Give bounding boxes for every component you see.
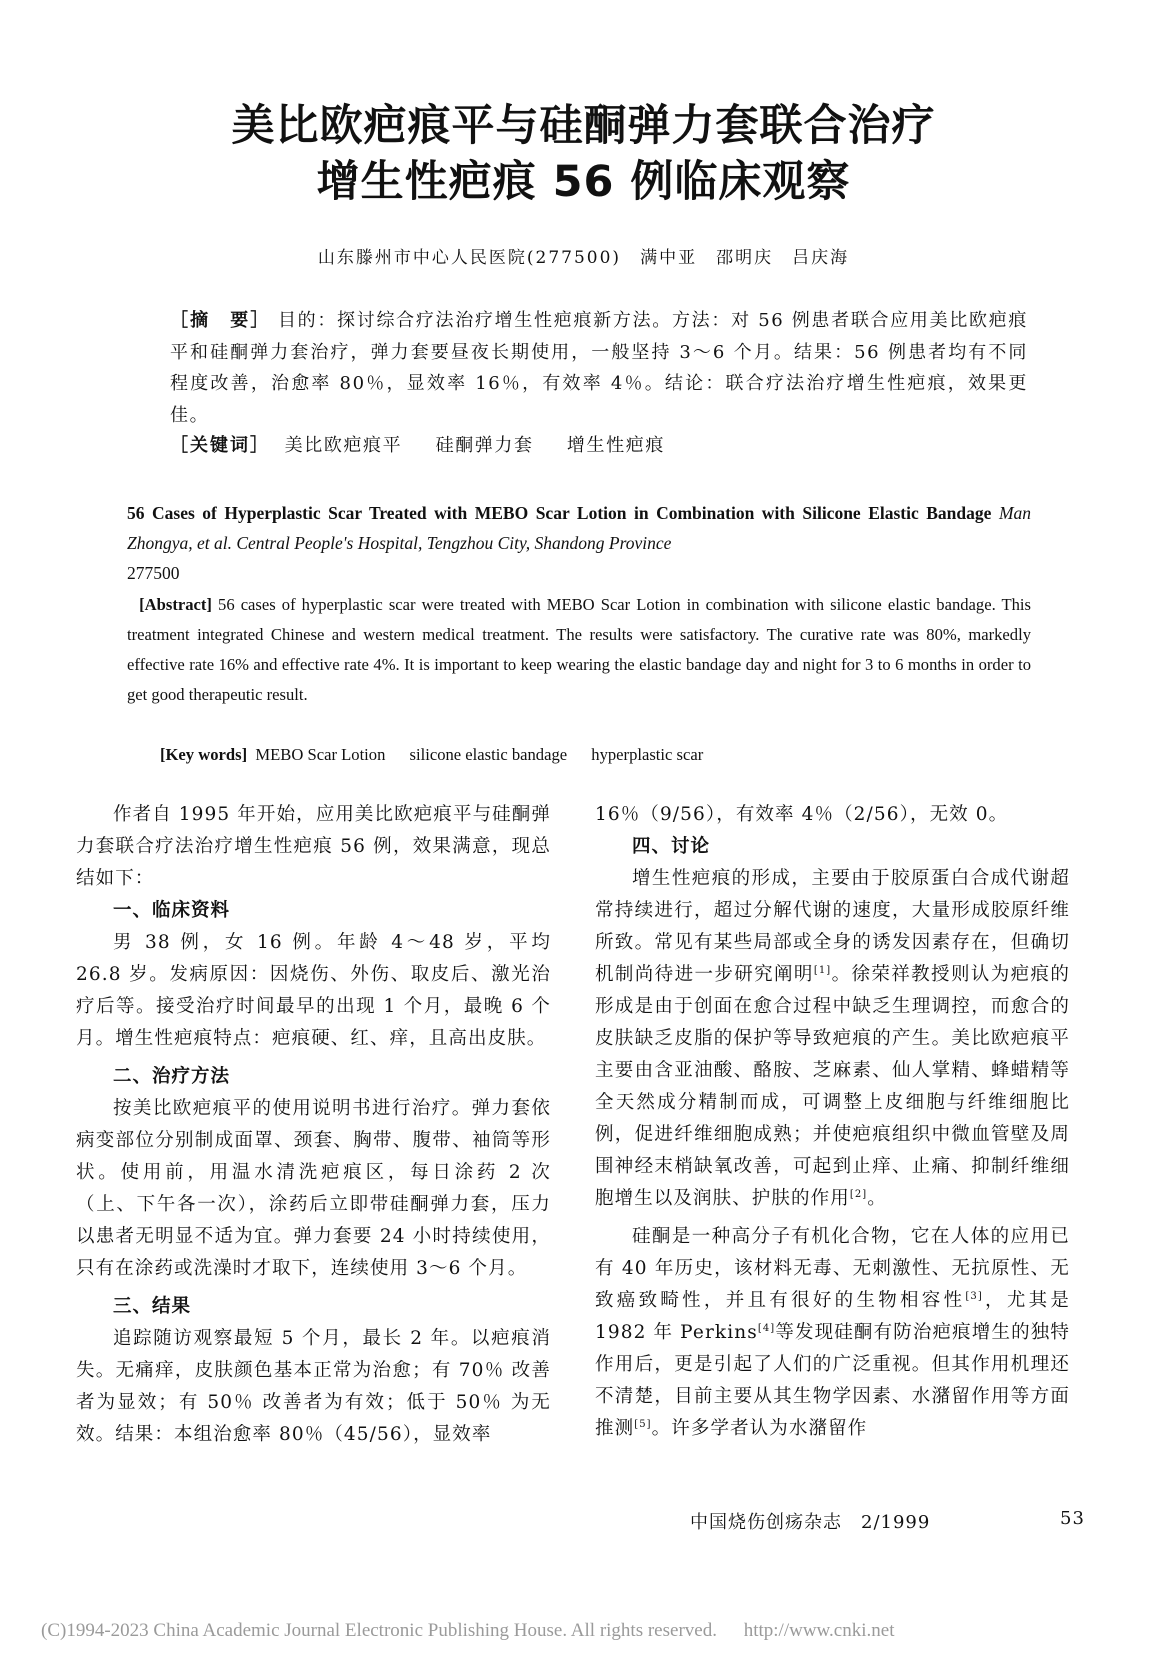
intro-paragraph: 作者自 1995 年开始，应用美比欧疤痕平与硅酮弹力套联合疗法治疗增生性疤痕 56 例，效果满意，现总结如下：	[76, 804, 551, 889]
keyword-item: 美比欧疤痕平	[284, 435, 403, 456]
citation-ref: [3]	[965, 1290, 983, 1302]
english-abstract-label: [Abstract]	[139, 595, 212, 614]
english-keywords-label: [Key words]	[160, 745, 248, 764]
english-abstract-text: 56 cases of hyperplastic scar were treated with MEBO Scar Lotion in combination with silicone elastic bandage. This treatment integrated Chinese and western medical treatment. The results were satisfactory. The curative rate was 80%, markedly effective rate 16% and effective rate 4%. It is important to keep wearing the elastic bandage day and night for 3 to 6 months in order to get good therapeutic result.	[127, 595, 1031, 704]
citation-ref: [4]	[757, 1322, 776, 1334]
english-abstract	[127, 590, 1031, 710]
section-heading: 一、临床资料	[113, 900, 231, 921]
body-column-right	[595, 799, 1070, 1445]
english-postcode: 277500	[127, 563, 180, 583]
english-keyword-item: MEBO Scar Lotion	[255, 745, 386, 764]
body-column-left	[76, 799, 551, 1451]
copyright-text: (C)1994-2023 China Academic Journal Electronic Publishing House. All rights reserved.	[41, 1620, 717, 1641]
title-line-1: 美比欧疤痕平与硅酮弹力套联合治疗	[231, 101, 936, 151]
page-footer	[690, 1508, 1085, 1534]
english-keywords	[160, 740, 1020, 770]
citation-ref: [2]	[849, 1188, 868, 1200]
section-paragraph: 按美比欧疤痕平的使用说明书进行治疗。弹力套依病变部位分别制成面罩、颈套、胸带、腹带、袖筒等形状。使用前，用温水清洗疤痕区，每日涂药 2 次（上、下午各一次），涂药后立即带硅酮弹力套，压力以患者无明显不适为宜。弹力套要 24 小时持续使用，只有在涂药或洗澡时才取下，连续使用 3～6 个月。	[76, 1098, 551, 1279]
section-heading: 四、讨论	[632, 836, 711, 857]
title-line-2: 增生性疤痕 56 例临床观察	[316, 157, 851, 207]
keyword-item: 硅酮弹力套	[435, 435, 534, 456]
abstract-text: 目的：探讨综合疗法治疗增生性疤痕新方法。方法：对 56 例患者联合应用美比欧疤痕平和硅酮弹力套治疗，弹力套要昼夜长期使用，一般坚持 3～6 个月。结果：56 例患者均有不同程度改善，治愈率 80％，显效率 16％，有效率 4％。结论：联合疗法治疗增生性疤痕，效果更佳。	[170, 310, 1029, 426]
english-authors: Man Zhongya, et al. Central People's Hospital, Tengzhou City, Shandong Province	[127, 503, 1032, 553]
copyright-url: http://www.cnki.net	[743, 1620, 895, 1641]
section-paragraph: 追踪随访观察最短 5 个月，最长 2 年。以疤痕消失。无痛痒，皮肤颜色基本正常为治愈；有 70％ 改善者为显效；有 50％ 改善者为有效；低于 50％ 为无效。结果：本组治愈率 80％（45/56），显效率	[76, 1328, 551, 1445]
section-heading: 二、治疗方法	[113, 1066, 231, 1087]
english-title-block	[127, 498, 1031, 588]
discussion-paragraph-2: 硅酮是一种高分子有机化合物，它在人体的应用已有 40 年历史，该材料无毒、无刺激性、无抗原性、无致癌致畸性，并且有很好的生物相容性[3]，尤其是 1982 年 Perkins[4]等发现硅酮有防治疤痕增生的独特作用后，更是引起了人们的广泛重视。但其作用机理还不清楚，目前主要从其生物学因素、水潴留作用等方面推测[5]。许多学者认为水潴留作	[595, 1226, 1071, 1439]
author-affiliation: 山东滕州市中心人民医院(277500) 满中亚 邵明庆 吕庆海	[317, 248, 850, 268]
keyword-item: 增生性疤痕	[566, 435, 665, 456]
section-paragraph-continued: 16％（9/56），有效率 4％（2/56），无效 0。	[595, 804, 1009, 825]
paper-title	[0, 98, 1167, 210]
chinese-abstract	[170, 305, 1028, 431]
abstract-label: ［摘 要］	[170, 310, 271, 331]
journal-name: 中国烧伤创疡杂志 2/1999	[690, 1512, 931, 1533]
english-keyword-item: silicone elastic bandage	[409, 745, 568, 764]
copyright-watermark	[41, 1620, 1141, 1642]
citation-ref: [5]	[634, 1418, 652, 1430]
section-heading: 三、结果	[113, 1296, 192, 1317]
section-paragraph: 男 38 例，女 16 例。年龄 4～48 岁，平均 26.8 岁。发病原因：因烧伤、外伤、取皮后、激光治疗后等。接受治疗时间最早的出现 1 个月，最晚 6 个月。增生性疤痕特点：疤痕硬、红、痒，且高出皮肤。	[76, 932, 551, 1049]
page-number: 53	[1060, 1508, 1085, 1529]
citation-ref: [1]	[813, 964, 832, 976]
chinese-keywords	[170, 430, 1028, 461]
discussion-paragraph-1: 增生性疤痕的形成，主要由于胶原蛋白合成代谢超常持续进行，超过分解代谢的速度，大量形成胶原纤维所致。常见有某些局部或全身的诱发因素存在，但确切机制尚待进一步研究阐明[1]。徐荣祥教授则认为疤痕的形成是由于创面在愈合过程中缺乏生理调控，而愈合的皮肤缺乏皮脂的保护等导致疤痕的产生。美比欧疤痕平主要由含亚油酸、酪胺、芝麻素、仙人掌精、蜂蜡精等全天然成分精制而成，可调整上皮细胞与纤维细胞比例，促进纤维细胞成熟；并使疤痕组织中微血管壁及周围神经末梢缺氧改善，可起到止痒、止痛、抑制纤维细胞增生以及润肤、护肤的作用[2]。	[595, 868, 1071, 1209]
keywords-label: ［关键词］	[170, 435, 270, 456]
english-title: 56 Cases of Hyperplastic Scar Treated with MEBO Scar Lotion in Combination with Silicone Elastic Bandage	[127, 503, 992, 523]
english-keyword-item: hyperplastic scar	[591, 745, 704, 764]
